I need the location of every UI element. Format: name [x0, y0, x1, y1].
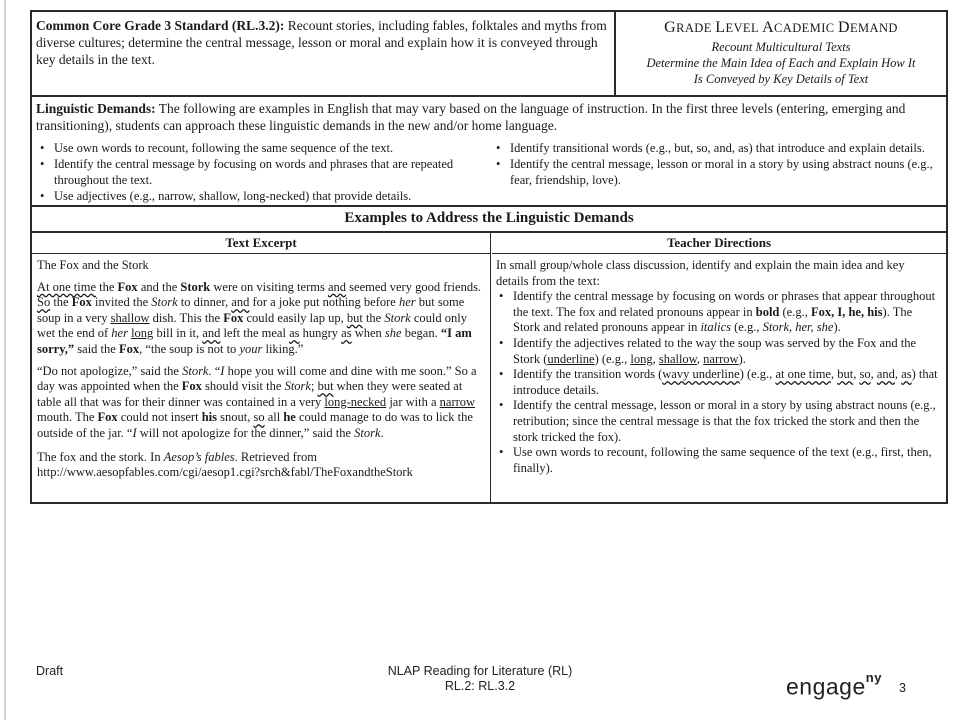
gla-title: GRADE LEVEL ACADEMIC DEMAND	[664, 19, 898, 36]
excerpt-source: The fox and the stork. In Aesop’s fables. Retrieved from http://www.aesopfables.com/cgi/aesop1.cgi?srch&fabl/TheFoxandtheStork	[37, 449, 413, 480]
list-item: • Use adjectives (e.g., narrow, shallow, long-necked) that provide details.	[36, 188, 484, 204]
list-item: • Identify the central message by focusing on words or phrases that appear throughout the text. The fox and related pronouns appear in bold (e.g., Fox, I, he, his). The Stork and related pronouns appear in italics (e.g., Stork, her, she).	[496, 289, 940, 336]
list-item: • Identify the central message, lesson or moral in a story by using abstract nouns (e.g., fear, friendship, love).	[492, 156, 942, 188]
list-item: • Identify the transition words (wavy underline) (e.g., at one time, but, so, and, as) that introduce details.	[496, 367, 940, 398]
linguistic-demands-label: Linguistic Demands:	[36, 101, 156, 116]
gla-line-2: Determine the Main Idea of Each and Explain How It	[646, 56, 916, 70]
gla-line-1: Recount Multicultural Texts	[711, 40, 851, 54]
teacher-directions-header: Teacher Directions	[492, 233, 946, 254]
scan-edge-line	[4, 0, 6, 720]
list-item: • Use own words to recount, following the same sequence of the text.	[36, 140, 484, 156]
grade-level-academic-demand	[618, 18, 944, 87]
list-item: • Identify the adjectives related to the way the soup was served by the Fox and the Stork (underline) (e.g., long, shallow, narrow).	[496, 336, 940, 367]
excerpt-paragraph-1: At one time the Fox and the Stork were on visiting terms and seemed very good friends. So the Fox invited the Stork to dinner, and for a joke put nothing before her but some soup in a very shallow dish. This the Fox could easily lap up, but the Stork could only wet the end of her long bill in it, and left the meal as hungry as when she began. “I am sorry,” said the Fox, “the soup is not to your liking.”	[37, 279, 482, 356]
list-item: • Use own words to recount, following the same sequence of the text (e.g., first, then, finally).	[496, 445, 940, 476]
linguistic-bullets-left	[36, 140, 484, 204]
teacher-directions	[496, 258, 940, 476]
examples-title: Examples to Address the Linguistic Demands	[344, 210, 634, 226]
page-number: 3	[899, 681, 906, 695]
standard-text: Recount stories, including fables, folktales and myths from diverse cultures; determine the central message, lesson or moral and explain how it is conveyed through key details in the text.	[36, 18, 607, 67]
standard-label: Common Core Grade 3 Standard (RL.3.2):	[36, 18, 285, 33]
teacher-intro: In small group/whole class discussion, identify and explain the main idea and key details from the text:	[496, 258, 905, 288]
list-item: • Identify transitional words (e.g., but, so, and, as) that introduce and explain details.	[492, 140, 942, 156]
list-item: • Identify the central message by focusing on words and phrases that are repeated throughout the text.	[36, 156, 484, 188]
standard-statement	[36, 17, 608, 68]
engageny-logo: engage$^{ny}$	[786, 670, 882, 700]
linguistic-demands-text: The following are examples in English that may vary based on the language of instruction. In the first three levels (entering, emerging and transitioning), students can approach these linguistic demands in the new and/or home language.	[36, 101, 906, 133]
text-excerpt-header: Text Excerpt	[32, 233, 490, 254]
examples-band	[32, 205, 946, 233]
list-item: • Identify the central message, lesson or moral in a story by using abstract nouns (e.g., retribution; since the central message is that the fox tricked the stork and then the stork tricked the fox).	[496, 398, 940, 445]
draft-label: Draft	[36, 664, 64, 678]
header-divider	[614, 12, 616, 95]
standard-table	[30, 10, 948, 504]
linguistic-bullets-right	[492, 140, 942, 188]
excerpt-paragraph-2: “Do not apologize,” said the Stork. “I hope you will come and dine with me soon.” So a day was appointed when the Fox should visit the Stork; but when they were seated at table all that was for their dinner was contained in a very long-necked jar with a narrow mouth. The Fox could not insert his snout, so all he could manage to do was to lick the outside of the jar. “I will not apologize for the dinner,” said the Stork.	[37, 363, 477, 440]
column-divider	[490, 231, 491, 502]
excerpt-title: The Fox and the Stork	[37, 258, 149, 272]
gla-line-3: Is Conveyed by Key Details of Text	[693, 72, 869, 86]
footer-line-2: RL.2: RL.3.2	[444, 679, 516, 693]
text-excerpt	[37, 258, 485, 487]
footer-center	[340, 664, 620, 694]
standard-header	[32, 12, 946, 97]
linguistic-demands-intro	[36, 100, 942, 134]
footer-line-1: NLAP Reading for Literature (RL)	[387, 664, 573, 678]
